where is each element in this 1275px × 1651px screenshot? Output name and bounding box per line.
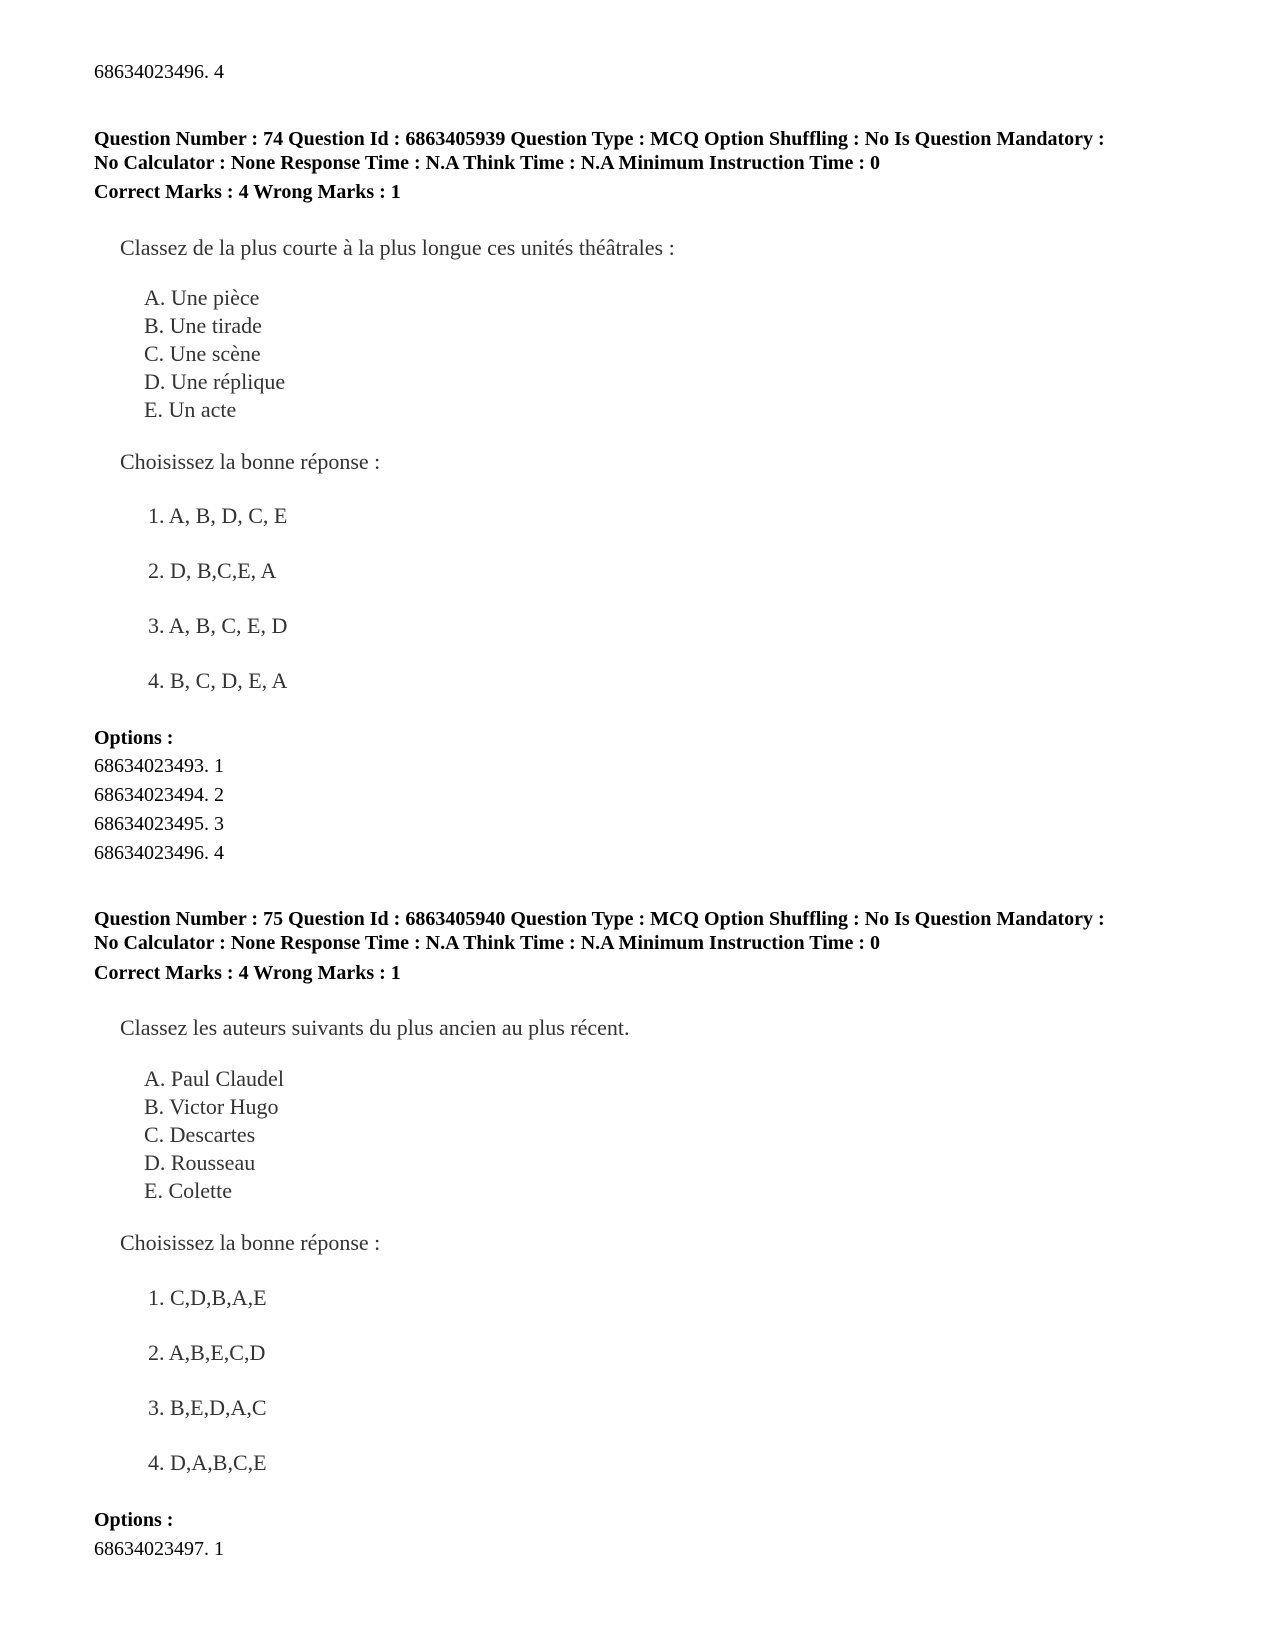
list-item: B. Une tirade [144, 313, 262, 338]
question-marks: Correct Marks : 4 Wrong Marks : 1 [94, 962, 401, 984]
question-header: Question Number : 75 Question Id : 6863405940 Question Type : MCQ Option Shuffling : No Is Question Mandatory : [94, 908, 1105, 930]
answer-choice: 3. B,E,D,A,C [148, 1395, 267, 1420]
list-item: C. Descartes [144, 1122, 256, 1147]
option-line: 68634023496. 4 [94, 61, 224, 83]
answer-choice: 4. B, C, D, E, A [148, 668, 288, 693]
question-header: Question Number : 74 Question Id : 6863405939 Question Type : MCQ Option Shuffling : No Is Question Mandatory : [94, 128, 1105, 150]
option-line: 68634023495. 3 [94, 813, 224, 835]
option-line: 68634023496. 4 [94, 842, 224, 864]
option-line: 68634023497. 1 [94, 1538, 224, 1560]
list-item: E. Un acte [144, 397, 237, 422]
choose-instruction: Choisissez la bonne réponse : [120, 449, 381, 474]
list-item: A. Une pièce [144, 285, 260, 310]
answer-choice: 2. A,B,E,C,D [148, 1340, 266, 1365]
list-item: A. Paul Claudel [144, 1066, 284, 1091]
answer-choice: 1. A, B, D, C, E [148, 503, 288, 528]
question-prompt: Classez de la plus courte à la plus longue ces unités théâtrales : [120, 235, 675, 260]
list-item: D. Rousseau [144, 1150, 256, 1175]
question-prompt: Classez les auteurs suivants du plus ancien au plus récent. [120, 1015, 630, 1040]
list-item: D. Une réplique [144, 369, 286, 394]
answer-choice: 2. D, B,C,E, A [148, 558, 277, 583]
option-line: 68634023494. 2 [94, 784, 224, 806]
answer-choice: 1. C,D,B,A,E [148, 1285, 267, 1310]
choose-instruction: Choisissez la bonne réponse : [120, 1230, 381, 1255]
options-label: Options : [94, 1509, 174, 1531]
list-item: B. Victor Hugo [144, 1094, 279, 1119]
answer-choice: 3. A, B, C, E, D [148, 613, 288, 638]
question-header: No Calculator : None Response Time : N.A Think Time : N.A Minimum Instruction Time : 0 [94, 932, 880, 954]
option-line: 68634023493. 1 [94, 755, 224, 777]
question-marks: Correct Marks : 4 Wrong Marks : 1 [94, 181, 401, 203]
list-item: E. Colette [144, 1178, 232, 1203]
options-label: Options : [94, 727, 174, 749]
list-item: C. Une scène [144, 341, 261, 366]
answer-choice: 4. D,A,B,C,E [148, 1450, 267, 1475]
question-header: No Calculator : None Response Time : N.A Think Time : N.A Minimum Instruction Time : 0 [94, 152, 880, 174]
